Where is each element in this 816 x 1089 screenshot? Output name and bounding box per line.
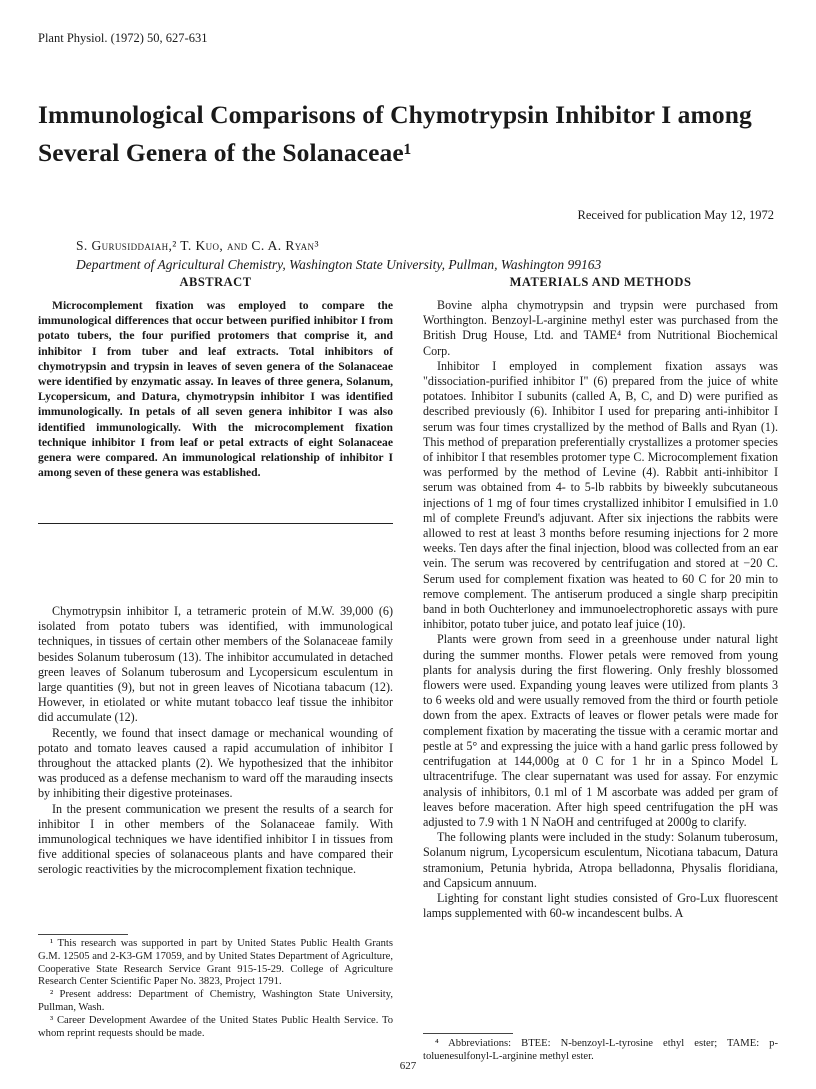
journal-citation: Plant Physiol. (1972) 50, 627-631 <box>38 31 208 45</box>
methods-paragraph: The following plants were included in the study: Solanum tuberosum, Solanum nigrum, Lycopersicum esculentum, Nicotiana tabacum, Datura stramonium, Petunia hybrida, Atropa belladonna, Physalis floridiana, and Capsicum annuum. <box>423 830 778 890</box>
footnote: ² Present address: Department of Chemistry, Washington State University, Pullman, Wash. <box>38 989 393 1013</box>
footnote: ¹ This research was supported in part by United States Public Health Grants G.M. 12505 and 2-K3-GM 17059, and by United States Department of Agriculture, Cooperative State Research Service Grant 915-15-29. College of Agriculture Research Center Scientific Paper No. 3823, Project 1791. <box>38 938 393 988</box>
page-number: 627 <box>399 1060 417 1072</box>
abbreviations-footnote: ⁴ Abbreviations: BTEE: N-benzoyl-L-tyrosine ethyl ester; TAME: p-toluenesulfonyl-L-arginine methyl ester. <box>423 1038 778 1062</box>
methods-heading: MATERIALS AND METHODS <box>509 275 692 289</box>
abstract-heading: ABSTRACT <box>179 275 252 289</box>
footnote: ³ Career Development Awardee of the United States Public Health Service. To whom reprint requests should be made. <box>38 1014 393 1039</box>
abstract-divider <box>38 523 393 524</box>
footnote-divider <box>38 934 128 935</box>
abstract-text: Microcomplement fixation was employed to compare the immunological differences that occur between purified inhibitor I from potato tubers, the four purified protomers that comprise it, and inhibitor I from tuber and leaf extracts. Total inhibitors of chymotrypsin and trypsin in leaves of seven genera of the Solanaceae were identified by enzymatic assay. In leaves of three genera, Solanum, Lycopersicum, and Datura, chymotrypsin inhibitor I was identified immunologically. In petals of all seven genera inhibitor I was also identified immunologically. With the microcomplement fixation technique inhibitor I from leaf or petal extracts of eight Solanaceae genera were compared. An immunological relationship of inhibitor I among seven of these genera was established. <box>38 299 393 480</box>
footnote-divider <box>423 1033 513 1034</box>
intro-paragraph: In the present communication we present the results of a search for inhibitor I in other members of the Solanaceae family. With immunological techniques we have identified inhibitor I in tissues from five additional species of solanaceous plants and have compared their serologic reactivities by the microcomplement fixation technique. <box>38 801 393 877</box>
intro-paragraph: Chymotrypsin inhibitor I, a tetrameric protein of M.W. 39,000 (6) isolated from potato tubers was identified, with immunological techniques, in tissues of certain other members of the Solanaceae family besides Solanum tuberosum (13). The inhibitor accumulated in detached green leaves of Solanum tuberosum and Lycopersicum esculentum in large quantities (9), but not in green leaves of Nicotiana tabacum (12). However, in etiolated or white mutant tobacco leaf tissue the inhibitor did accumulate (12). <box>38 604 393 725</box>
methods-paragraph: Bovine alpha chymotrypsin and trypsin were purchased from Worthington. Benzoyl-L-arginine methyl ester was purchased from the British Drug House, Ltd. and TAME⁴ from Nutritional Biochemical Corp. <box>423 298 778 358</box>
methods-body <box>423 298 778 921</box>
author-affiliation: Department of Agricultural Chemistry, Washington State University, Pullman, Washington 99163 <box>76 257 602 272</box>
article-title: Immunological Comparisons of Chymotrypsin Inhibitor I among Several Genera of the Solanaceae¹ <box>38 100 752 167</box>
author-list: S. Gurusiddaiah,² T. Kuo, and C. A. Ryan³ <box>76 238 319 253</box>
introduction <box>38 604 393 878</box>
intro-paragraph: Recently, we found that insect damage or mechanical wounding of potato and tomato leaves caused a rapid accumulation of inhibitor I throughout the attacked plants (2). We hypothesized that the inhibitor was produced as a defense mechanism to ward off the marauding insects by inhibiting their digestive proteinases. <box>38 725 393 801</box>
methods-paragraph: Lighting for constant light studies consisted of Gro-Lux fluorescent lamps supplemented with 60-w incandescent bulbs. A <box>423 890 778 921</box>
footnotes <box>38 938 393 1040</box>
received-date: Received for publication May 12, 1972 <box>577 208 774 222</box>
methods-paragraph: Plants were grown from seed in a greenhouse under natural light during the summer months. Flower petals were removed from young plants for analysis during the first flowering. Only freshly blossomed flowers were used. Expanding young leaves were utilized from plants 3 to 6 weeks old and were usually removed from the third or fourth petiole down from the apex. Extracts of leaves or flower petals were made for complement fixation by macerating the tissue with a ceramic mortar and pestle at 5° and expressing the juice with a hand garlic press followed by centrifugation at 144,000g at 0 C for 1 hr in a Spinco Model L ultracentrifuge. The clear supernatant was used for assay. For enzymic analysis of inhibitors, 0.1 ml of 1 M ascorbate was added per gram of leaves before maceration. After high speed centrifugation the pH was adjusted to 7.9 with 1 N NaOH and centrifuged at 2000g to clarify. <box>423 632 778 829</box>
methods-paragraph: Inhibitor I employed in complement fixation assays was "dissociation-purified inhibitor I" (6) prepared from the juice of white potatoes. Inhibitor I subunits (called A, B, C, and D) were purified as described previously (6). Inhibitor I used for preparing anti-inhibitor I serum was four times crystallized by the method of Balls and Ryan (1). This method of preparation preferentially crystallizes a protomer species of inhibitor I that resembles protomer type C. Microcomplement fixation was performed by the method of Levine (4). Rabbit anti-inhibitor I serum was obtained from 4- to 5-lb rabbits by biweekly subcutaneous injections of 1 mg of four times crystallized inhibitor I emulsified in 1.0 ml of complete Freund's adjuvant. After six injections the rabbits were allowed to rest at least 3 months before resuming injections for 2 more weeks. Ten days after the final injection, blood was collected from an ear vein. The serum was recovered by centrifugation and stored at −20 C. Serum used for complement fixation was heated to 60 C for 20 min to remove complement. The antiserum produced a single sharp precipitin band in both Ouchterloney and immunoelectrophoretic assays with pure inhibitor, potato tuber juice, and potato leaf juice (10). <box>423 358 778 632</box>
